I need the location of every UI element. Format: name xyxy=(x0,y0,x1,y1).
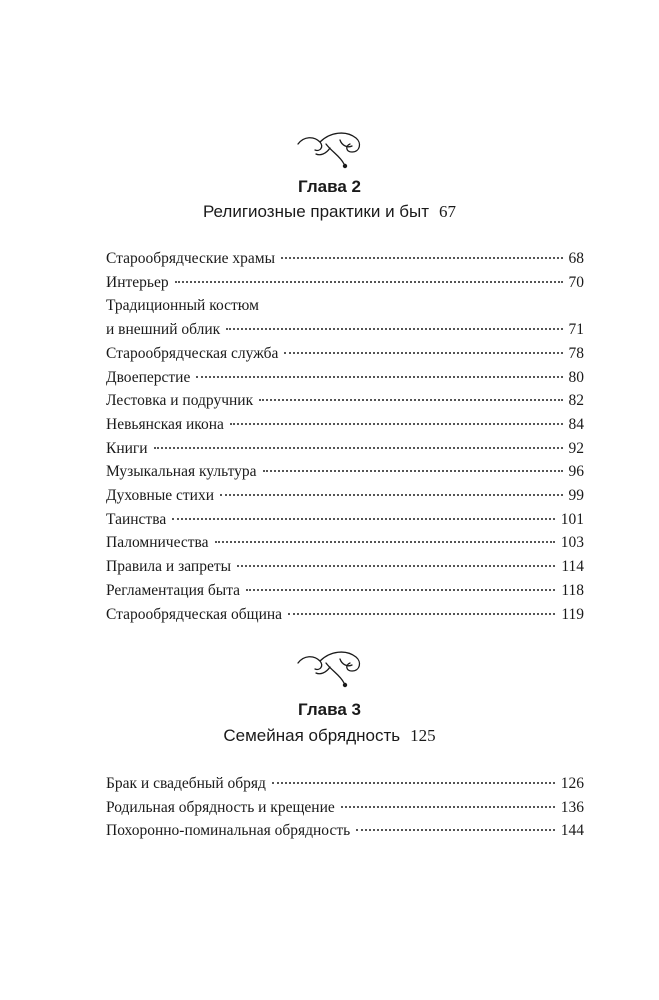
toc-item-title: Таинства xyxy=(106,510,167,528)
toc-item-page: 103 xyxy=(560,534,584,552)
toc-item[interactable] xyxy=(106,366,584,390)
toc-item-title: Брак и свадебный обряд xyxy=(106,775,266,792)
toc-item-page: 99 xyxy=(568,487,584,505)
toc-item-title: Паломничества xyxy=(106,534,209,552)
toc-item-title: Интерьер xyxy=(106,273,169,291)
toc-item-page: 96 xyxy=(568,463,584,481)
chapter-title xyxy=(0,726,659,746)
toc-item-title: Двоеперстие xyxy=(106,368,191,386)
leader-dots xyxy=(154,447,563,449)
leader-dots xyxy=(341,806,555,808)
toc-item-title: Духовные стихи xyxy=(106,487,215,505)
toc-list xyxy=(106,772,584,843)
leader-dots xyxy=(220,494,562,496)
leader-dots xyxy=(175,281,563,283)
toc-item[interactable] xyxy=(106,484,584,508)
toc-item[interactable] xyxy=(106,796,584,820)
chapter-page: 67 xyxy=(439,202,457,221)
leader-dots xyxy=(196,376,562,378)
chapter-title-text: Семейная обрядность xyxy=(223,726,401,745)
toc-item[interactable] xyxy=(106,342,584,366)
toc-item[interactable] xyxy=(106,413,584,437)
toc-item-page: 92 xyxy=(568,439,584,457)
toc-item[interactable] xyxy=(106,508,584,532)
leader-dots xyxy=(246,589,555,591)
leader-dots xyxy=(288,613,555,615)
leader-dots xyxy=(172,518,555,520)
leader-dots xyxy=(226,328,562,330)
chapter-label: Глава 2 xyxy=(298,177,361,196)
toc-item-title: Родильная обрядность и крещение xyxy=(106,798,335,816)
toc-item-page: 78 xyxy=(568,344,584,362)
flourish-ornament-icon xyxy=(290,641,370,691)
toc-item[interactable] xyxy=(106,271,584,295)
toc-item-title: Похоронно-поминальная обрядность xyxy=(106,822,351,840)
leader-dots xyxy=(272,782,555,784)
toc-list xyxy=(106,247,584,626)
toc-item-page: 82 xyxy=(568,392,584,410)
toc-item[interactable] xyxy=(106,247,584,271)
toc-item-title: Лестовка и подручник xyxy=(106,392,254,410)
leader-dots xyxy=(281,257,562,259)
toc-item[interactable] xyxy=(106,603,584,627)
toc-item[interactable] xyxy=(106,772,584,796)
toc-item-page: 80 xyxy=(568,368,584,386)
leader-dots xyxy=(259,399,562,401)
toc-item-page: 136 xyxy=(560,798,584,816)
toc-item[interactable] xyxy=(106,437,584,461)
chapter-title-text: Религиозные практики и быт xyxy=(202,202,430,221)
leader-dots xyxy=(230,423,563,425)
toc-item[interactable] xyxy=(106,460,584,484)
toc-item-page: 119 xyxy=(561,605,584,623)
toc-item-page: 71 xyxy=(568,321,584,339)
toc-item-page: 70 xyxy=(568,273,584,291)
toc-item-page: 101 xyxy=(560,510,584,528)
toc-item-title: Старообрядческая служба xyxy=(106,344,279,362)
leader-dots xyxy=(284,352,562,354)
toc-item-page: 68 xyxy=(568,250,584,267)
toc-item-title: и внешний облик xyxy=(106,321,221,339)
toc-item[interactable] xyxy=(106,579,584,603)
flourish-ornament-icon xyxy=(290,122,370,172)
toc-item-title-line1: Традиционный костюм xyxy=(106,297,259,315)
toc-item[interactable] xyxy=(106,294,584,341)
chapter-title xyxy=(0,202,659,222)
toc-item-title: Правила и запреты xyxy=(106,558,232,576)
toc-item-page: 126 xyxy=(560,775,584,792)
leader-dots xyxy=(237,565,555,567)
toc-item-title: Невьянская икона xyxy=(106,415,224,433)
toc-item[interactable] xyxy=(106,819,584,843)
chapter-page: 125 xyxy=(410,726,436,745)
leader-dots xyxy=(215,541,555,543)
toc-item-page: 118 xyxy=(561,581,584,599)
chapter-label: Глава 3 xyxy=(298,700,361,719)
toc-item-page: 114 xyxy=(561,558,584,576)
toc-item-page: 84 xyxy=(568,415,584,433)
leader-dots xyxy=(263,470,563,472)
toc-item-title: Книги xyxy=(106,439,148,457)
toc-item-title: Старообрядческие храмы xyxy=(106,250,276,267)
toc-item[interactable] xyxy=(106,555,584,579)
leader-dots xyxy=(356,829,555,831)
toc-item-title: Регламентация быта xyxy=(106,581,241,599)
toc-item[interactable] xyxy=(106,389,584,413)
toc-item-page: 144 xyxy=(560,822,584,840)
toc-item-title: Музыкальная культура xyxy=(106,463,257,481)
toc-item[interactable] xyxy=(106,531,584,555)
toc-item-title: Старообрядческая община xyxy=(106,605,283,623)
